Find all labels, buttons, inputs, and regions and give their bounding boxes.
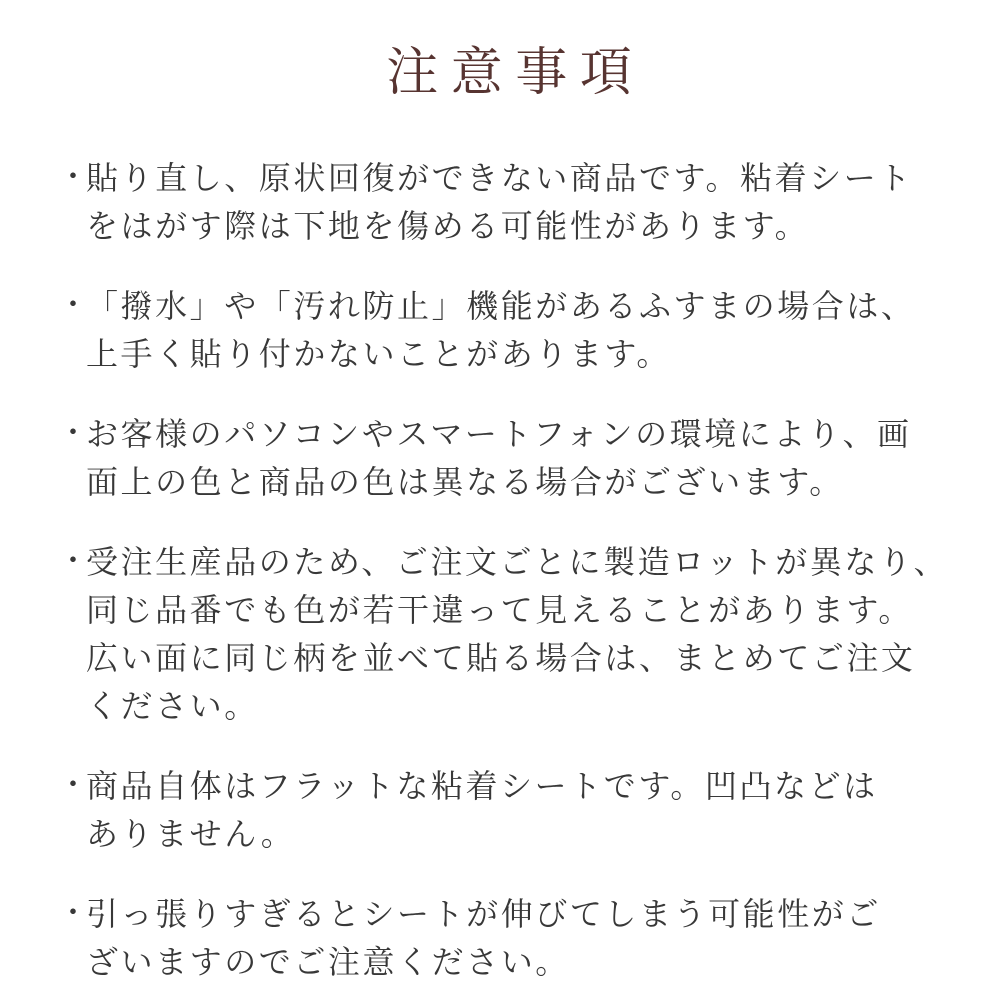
bullet-dot-icon: ・ [58,545,88,578]
note-line: 受注生産品のため、ご注文ごとに製造ロットが異なり、 [86,544,949,580]
note-item [58,154,960,250]
note-line: 広い面に同じ柄を並べて貼る場合は、まとめてご注文 [86,640,916,676]
bullet-dot-icon: ・ [58,769,88,802]
page-title: 注意事項 [386,44,645,102]
note-text [86,538,960,730]
note-line: 引っ張りすぎるとシートが伸びてしまう可能性がご [86,896,881,932]
note-text [86,890,960,986]
note-line: 商品自体はフラットな粘着シートです。凹凸などは [86,768,878,804]
note-line: 「撥水」や「汚れ防止」機能があるふすまの場合は、 [86,288,916,324]
note-text [86,762,960,858]
note-item [58,282,960,378]
note-text [86,154,960,250]
note-line: ありません。 [86,816,296,852]
bullet-dot-icon: ・ [58,417,88,450]
bullet-dot-icon: ・ [58,897,88,930]
note-line: お客様のパソコンやスマートフォンの環境により、画 [86,416,912,452]
note-line: 貼り直し、原状回復ができない商品です。粘着シート [86,160,913,196]
notes-list [58,154,960,986]
note-item [58,538,960,730]
note-item [58,762,960,858]
bullet-dot-icon: ・ [58,289,88,322]
note-line: 同じ品番でも色が若干違って見えることがあります。 [86,592,913,628]
bullet-dot-icon: ・ [58,161,88,194]
note-line: 上手く貼り付かないことがあります。 [86,336,671,372]
note-line: ざいますのでご注意ください。 [86,944,570,980]
note-text [86,410,960,506]
note-item [58,890,960,986]
note-text [86,282,960,378]
note-item [58,410,960,506]
note-line: をはがす際は下地を傷める可能性があります。 [86,208,810,244]
note-line: ください。 [86,688,259,724]
note-line: 面上の色と商品の色は異なる場合がございます。 [86,464,844,500]
